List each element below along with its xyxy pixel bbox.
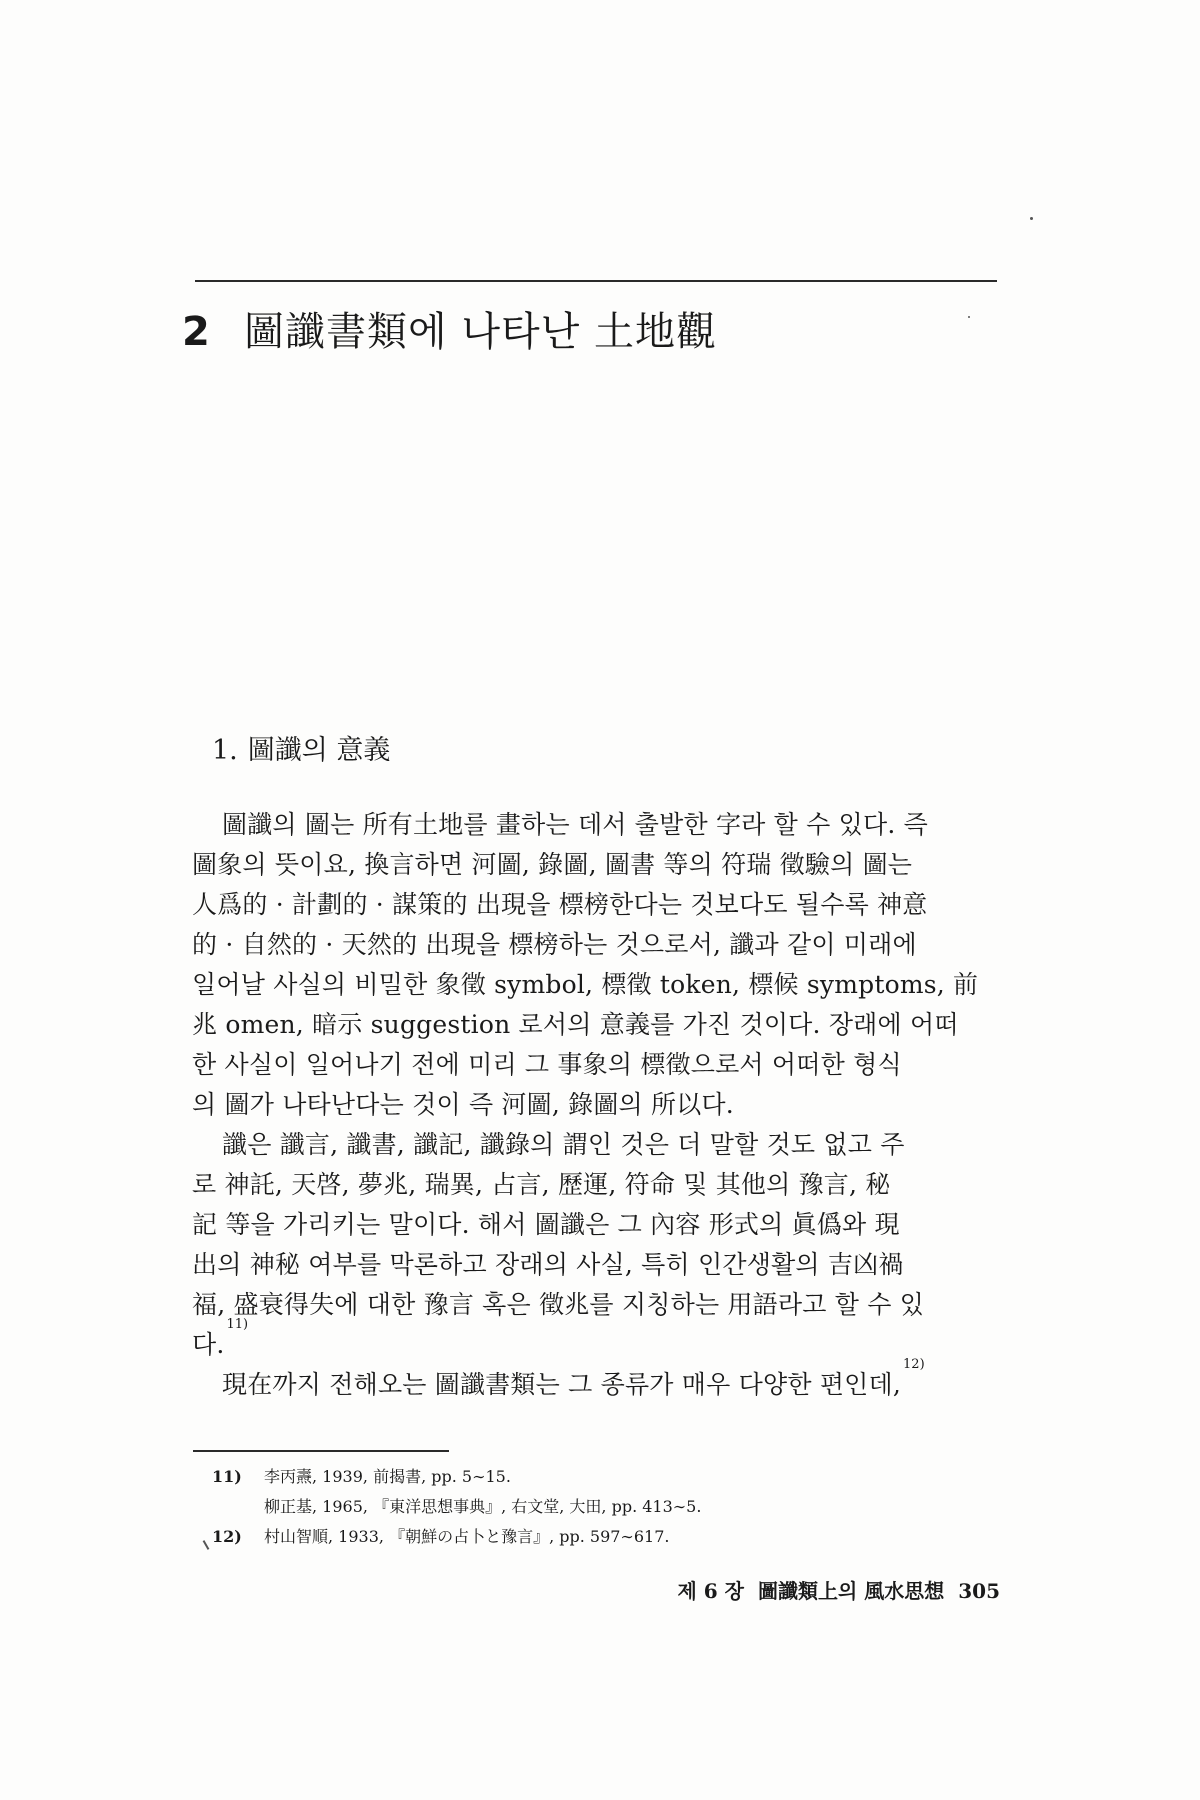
chapter-title: 圖讖書類에 나타난 土地觀 xyxy=(244,309,717,355)
footer-chapter-title: 圖讖類上의 風水思想 xyxy=(757,1579,945,1603)
scan-speck xyxy=(1030,217,1033,220)
footnote-ref: 12) xyxy=(903,1357,925,1372)
footnotes xyxy=(212,1462,1002,1552)
text-line: 다. 11) xyxy=(192,1325,1012,1365)
section-heading xyxy=(212,728,400,767)
scan-mark xyxy=(203,1540,210,1550)
chapter-heading xyxy=(182,300,1002,357)
footnote-ref: 11) xyxy=(226,1317,249,1332)
text-line: 圖讖의 圖는 所有土地를 畫하는 데서 출발한 字라 할 수 있다. 즉 xyxy=(222,810,929,839)
footnote-rule xyxy=(193,1450,449,1452)
chapter-number: 2 xyxy=(182,309,210,355)
text-line: 記 等을 가리키는 말이다. 해서 圖讖은 그 內容 形式의 眞僞와 現 xyxy=(192,1210,900,1239)
running-footer xyxy=(663,1575,1000,1604)
text-line: 的 · 自然的 · 天然的 出現을 標榜하는 것으로서, 讖과 같이 미래에 xyxy=(192,930,917,959)
text-line: 福, 盛衰得失에 대한 豫言 혹은 徵兆를 지칭하는 用語라고 할 수 있 xyxy=(192,1290,925,1319)
text-line: 出의 神秘 여부를 막론하고 장래의 사실, 특히 인간생활의 吉凶禍 xyxy=(192,1250,904,1279)
text-line: 일어날 사실의 비밀한 象徵 symbol, 標徵 token, 標候 symptoms, 前 xyxy=(192,970,979,999)
text-line: 兆 omen, 暗示 suggestion 로서의 意義를 가진 것이다. 장래에 어떠 xyxy=(192,1010,959,1039)
footnote-item xyxy=(212,1462,1002,1492)
footnote-item xyxy=(212,1492,1002,1522)
page-number: 305 xyxy=(958,1579,1000,1603)
footnote-marker: 11) xyxy=(212,1467,242,1486)
text-line: 한 사실이 일어나기 전에 미리 그 事象의 標徵으로서 어떠한 형식 xyxy=(192,1050,902,1079)
text-line: 現在까지 전해오는 圖讖書類는 그 종류가 매우 다양한 편인데, 12) xyxy=(192,1365,1012,1405)
footnote-text: 村山智順, 1933, 『朝鮮の占卜と豫言』, pp. 597∼617. xyxy=(264,1527,670,1546)
footnote-item xyxy=(212,1522,1002,1552)
text-line: 로 神託, 天啓, 夢兆, 瑞異, 占言, 歷運, 符命 및 其他의 豫言, 秘 xyxy=(192,1170,891,1199)
body-text xyxy=(192,805,1012,1405)
footnote-marker: 12) xyxy=(212,1527,242,1546)
chapter-top-rule xyxy=(195,280,997,282)
footer-chapter-label: 제 6 장 xyxy=(677,1579,744,1603)
text-line: 人爲的 · 計劃的 · 謀策的 出現을 標榜한다는 것보다도 될수록 神意 xyxy=(192,890,928,919)
text-line: 의 圖가 나타난다는 것이 즉 河圖, 錄圖의 所以다. xyxy=(192,1090,734,1119)
section-number: 1. xyxy=(212,735,238,766)
footnote-text: 李丙燾, 1939, 前揭書, pp. 5∼15. xyxy=(264,1467,511,1486)
text-line: 圖象의 뜻이요, 換言하면 河圖, 錄圖, 圖書 等의 符瑞 徵驗의 圖는 xyxy=(192,850,913,879)
text-line: 讖은 讖言, 讖書, 讖記, 讖錄의 謂인 것은 더 말할 것도 없고 주 xyxy=(222,1130,905,1159)
footnote-text: 柳正基, 1965, 『東洋思想事典』, 右文堂, 大田, pp. 413∼5. xyxy=(264,1497,702,1516)
section-title: 圖讖의 意義 xyxy=(247,735,391,766)
